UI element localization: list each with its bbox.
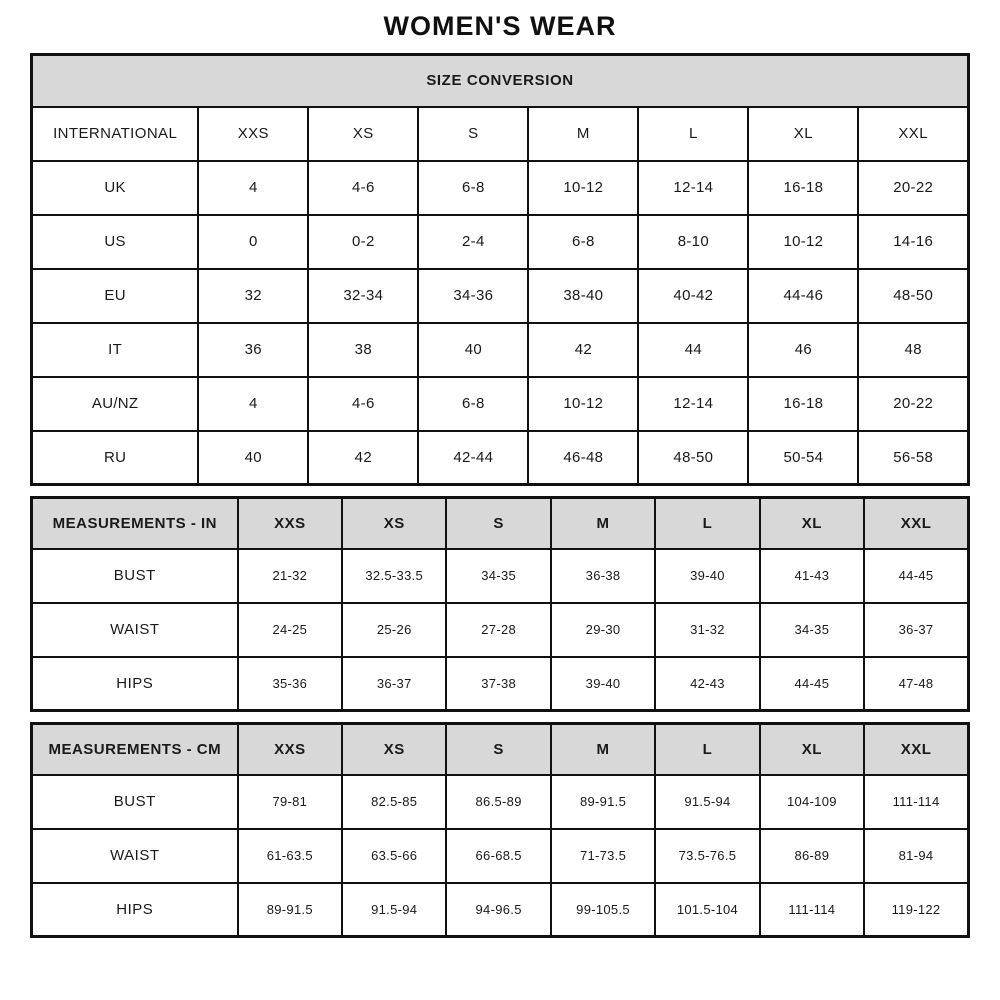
- row-label: EU: [32, 269, 199, 323]
- measurement-value-cell: 63.5-66: [342, 829, 446, 883]
- measurement-value-cell: 29-30: [551, 603, 655, 657]
- measurement-value-cell: 86-89: [760, 829, 864, 883]
- column-header: M: [551, 724, 655, 775]
- measurement-value-cell: 79-81: [238, 775, 342, 829]
- size-value-cell: 16-18: [748, 161, 858, 215]
- measurement-value-cell: 99-105.5: [551, 883, 655, 937]
- measurement-row: [32, 657, 969, 711]
- column-header: S: [418, 107, 528, 161]
- size-conversion-row: [32, 323, 969, 377]
- size-value-cell: 12-14: [638, 161, 748, 215]
- size-value-cell: 4-6: [308, 161, 418, 215]
- column-header: XXL: [858, 107, 968, 161]
- size-value-cell: 4: [198, 161, 308, 215]
- size-conversion-row: [32, 215, 969, 269]
- measurements-cm-table: [30, 722, 970, 938]
- size-value-cell: 10-12: [748, 215, 858, 269]
- measurement-value-cell: 111-114: [760, 883, 864, 937]
- size-conversion-body: [32, 55, 969, 485]
- column-header: XS: [342, 498, 446, 549]
- measurement-value-cell: 32.5-33.5: [342, 549, 446, 603]
- measurement-value-cell: 39-40: [655, 549, 759, 603]
- measurement-value-cell: 34-35: [760, 603, 864, 657]
- row-label: HIPS: [32, 657, 238, 711]
- measurement-value-cell: 91.5-94: [655, 775, 759, 829]
- size-value-cell: 34-36: [418, 269, 528, 323]
- size-value-cell: 42: [528, 323, 638, 377]
- row-label: AU/NZ: [32, 377, 199, 431]
- row-label: WAIST: [32, 829, 238, 883]
- size-value-cell: 14-16: [858, 215, 968, 269]
- size-value-cell: 46-48: [528, 431, 638, 485]
- measurements-in-table: [30, 496, 970, 712]
- measurements-in-body: [32, 498, 969, 711]
- size-value-cell: 42-44: [418, 431, 528, 485]
- measurement-value-cell: 44-45: [760, 657, 864, 711]
- size-value-cell: 0: [198, 215, 308, 269]
- column-header: XXS: [238, 498, 342, 549]
- measurement-value-cell: 73.5-76.5: [655, 829, 759, 883]
- size-value-cell: 36: [198, 323, 308, 377]
- measurement-row: [32, 775, 969, 829]
- measurement-value-cell: 61-63.5: [238, 829, 342, 883]
- size-value-cell: 32-34: [308, 269, 418, 323]
- row-label: RU: [32, 431, 199, 485]
- size-conversion-header-row: [32, 107, 969, 161]
- measurement-value-cell: 86.5-89: [446, 775, 550, 829]
- row-label: BUST: [32, 549, 238, 603]
- measurement-value-cell: 42-43: [655, 657, 759, 711]
- size-value-cell: 16-18: [748, 377, 858, 431]
- size-value-cell: 8-10: [638, 215, 748, 269]
- page-title: WOMEN'S WEAR: [383, 11, 617, 41]
- measurement-value-cell: 39-40: [551, 657, 655, 711]
- measurement-value-cell: 27-28: [446, 603, 550, 657]
- row-label: HIPS: [32, 883, 238, 937]
- measurement-value-cell: 41-43: [760, 549, 864, 603]
- column-header: XL: [760, 498, 864, 549]
- measurements-cm-header-row: [32, 724, 969, 775]
- size-value-cell: 6-8: [418, 161, 528, 215]
- measurement-value-cell: 36-37: [864, 603, 968, 657]
- measurement-value-cell: 89-91.5: [238, 883, 342, 937]
- measurement-value-cell: 89-91.5: [551, 775, 655, 829]
- size-value-cell: 38-40: [528, 269, 638, 323]
- size-value-cell: 20-22: [858, 161, 968, 215]
- row-label: UK: [32, 161, 199, 215]
- column-header: XS: [308, 107, 418, 161]
- size-value-cell: 42: [308, 431, 418, 485]
- size-value-cell: 48-50: [638, 431, 748, 485]
- size-conversion-row: [32, 431, 969, 485]
- measurement-value-cell: 36-37: [342, 657, 446, 711]
- size-value-cell: 40: [198, 431, 308, 485]
- size-conversion-row: [32, 161, 969, 215]
- size-value-cell: 6-8: [418, 377, 528, 431]
- measurement-row: [32, 829, 969, 883]
- size-value-cell: 6-8: [528, 215, 638, 269]
- column-header: XL: [748, 107, 858, 161]
- measurement-value-cell: 31-32: [655, 603, 759, 657]
- measurement-value-cell: 36-38: [551, 549, 655, 603]
- size-value-cell: 4: [198, 377, 308, 431]
- size-value-cell: 50-54: [748, 431, 858, 485]
- measurement-value-cell: 66-68.5: [446, 829, 550, 883]
- measurement-value-cell: 91.5-94: [342, 883, 446, 937]
- size-value-cell: 40-42: [638, 269, 748, 323]
- measurements-cm-body: [32, 724, 969, 937]
- size-value-cell: 48-50: [858, 269, 968, 323]
- measurement-value-cell: 24-25: [238, 603, 342, 657]
- size-value-cell: 40: [418, 323, 528, 377]
- measurement-value-cell: 119-122: [864, 883, 968, 937]
- measurement-value-cell: 21-32: [238, 549, 342, 603]
- size-value-cell: 4-6: [308, 377, 418, 431]
- size-value-cell: 12-14: [638, 377, 748, 431]
- measurements-in-header-row: [32, 498, 969, 549]
- size-value-cell: 20-22: [858, 377, 968, 431]
- measurement-value-cell: 104-109: [760, 775, 864, 829]
- size-conversion-banner-row: [32, 55, 969, 107]
- measurement-value-cell: 44-45: [864, 549, 968, 603]
- measurement-value-cell: 101.5-104: [655, 883, 759, 937]
- size-value-cell: 38: [308, 323, 418, 377]
- measurement-value-cell: 71-73.5: [551, 829, 655, 883]
- column-header: S: [446, 724, 550, 775]
- column-header: XXS: [198, 107, 308, 161]
- measurement-row: [32, 603, 969, 657]
- size-value-cell: 48: [858, 323, 968, 377]
- column-header: XXS: [238, 724, 342, 775]
- column-header: XXL: [864, 724, 968, 775]
- column-header-international: INTERNATIONAL: [32, 107, 199, 161]
- measurement-row: [32, 549, 969, 603]
- measurement-value-cell: 81-94: [864, 829, 968, 883]
- measurement-value-cell: 94-96.5: [446, 883, 550, 937]
- measurement-value-cell: 47-48: [864, 657, 968, 711]
- measurement-value-cell: 111-114: [864, 775, 968, 829]
- size-value-cell: 32: [198, 269, 308, 323]
- column-header: XL: [760, 724, 864, 775]
- column-header: M: [551, 498, 655, 549]
- measurement-value-cell: 34-35: [446, 549, 550, 603]
- size-conversion-row: [32, 269, 969, 323]
- measurement-row: [32, 883, 969, 937]
- row-label: IT: [32, 323, 199, 377]
- measurement-value-cell: 25-26: [342, 603, 446, 657]
- column-header: XS: [342, 724, 446, 775]
- column-header: L: [655, 724, 759, 775]
- size-value-cell: 10-12: [528, 161, 638, 215]
- column-header: S: [446, 498, 550, 549]
- size-value-cell: 2-4: [418, 215, 528, 269]
- column-header: XXL: [864, 498, 968, 549]
- size-conversion-row: [32, 377, 969, 431]
- column-header: M: [528, 107, 638, 161]
- size-value-cell: 44-46: [748, 269, 858, 323]
- size-value-cell: 46: [748, 323, 858, 377]
- measurements-cm-title: MEASUREMENTS - CM: [32, 724, 238, 775]
- measurement-value-cell: 82.5-85: [342, 775, 446, 829]
- size-value-cell: 44: [638, 323, 748, 377]
- column-header: L: [638, 107, 748, 161]
- size-value-cell: 0-2: [308, 215, 418, 269]
- size-conversion-table: [30, 53, 970, 486]
- size-conversion-title: SIZE CONVERSION: [32, 55, 969, 107]
- column-header: L: [655, 498, 759, 549]
- row-label: WAIST: [32, 603, 238, 657]
- row-label: BUST: [32, 775, 238, 829]
- size-value-cell: 10-12: [528, 377, 638, 431]
- measurements-in-title: MEASUREMENTS - IN: [32, 498, 238, 549]
- measurement-value-cell: 37-38: [446, 657, 550, 711]
- measurement-value-cell: 35-36: [238, 657, 342, 711]
- size-value-cell: 56-58: [858, 431, 968, 485]
- row-label: US: [32, 215, 199, 269]
